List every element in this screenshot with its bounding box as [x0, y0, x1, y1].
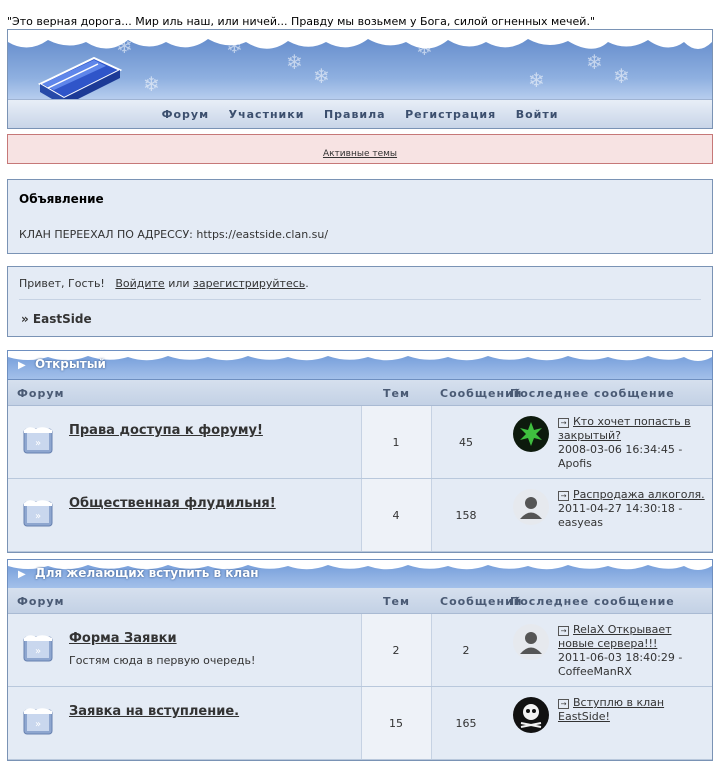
collapse-arrow-icon[interactable]: ▶ — [18, 360, 26, 371]
table-row — [8, 687, 712, 760]
topic-count: 2 — [392, 644, 400, 657]
forum-link[interactable]: Права доступа к форуму! — [69, 423, 263, 438]
nav-login[interactable]: Войти — [515, 108, 559, 121]
nav-register[interactable]: Регистрация — [405, 108, 497, 121]
svg-text:»: » — [34, 438, 42, 449]
topic-count: 15 — [389, 717, 403, 730]
table-row — [8, 479, 712, 552]
snowflake-icon: ❄ — [416, 36, 433, 60]
announcement-panel — [7, 179, 713, 254]
announcement-text: КЛАН ПЕРЕЕХАЛ ПО АДРЕССУ: https://eastside.clan.su/ — [19, 228, 329, 241]
forum-link[interactable]: Заявка на вступление. — [69, 704, 240, 719]
post-count: 158 — [455, 509, 477, 522]
forum-table — [7, 380, 713, 553]
forum-folder-icon — [22, 497, 54, 529]
svg-text:»: » — [34, 511, 42, 522]
last-post-title[interactable]: Вступлю в клан EastSide! — [558, 696, 665, 723]
post-count: 2 — [462, 644, 470, 657]
last-post-info — [558, 488, 708, 530]
last-post-title[interactable]: Распродажа алкоголя. — [573, 488, 705, 501]
goto-post-icon[interactable]: → — [558, 699, 569, 709]
snowflake-icon: ❄ — [143, 72, 160, 96]
column-forum: Форум — [17, 595, 65, 608]
category-header[interactable] — [7, 350, 713, 380]
forum-link[interactable]: Общественная флудильня! — [69, 496, 276, 511]
topic-count: 1 — [392, 436, 400, 449]
last-post-title[interactable]: Кто хочет попасть в закрытый? — [558, 415, 691, 442]
nav-forum[interactable]: Форум — [161, 108, 210, 121]
active-topics-link[interactable]: Активные темы — [322, 149, 398, 159]
snowflake-icon: ❄ — [528, 68, 545, 92]
snowflake-icon: ❄ — [586, 50, 603, 74]
table-row — [8, 406, 712, 479]
last-post-info — [558, 623, 708, 679]
or-text: или — [168, 277, 190, 290]
announcement-title: Объявление — [19, 192, 104, 206]
last-post-title[interactable]: RelaX Открывает новые сервера!!! — [558, 623, 672, 650]
svg-text:»: » — [34, 719, 42, 730]
breadcrumb[interactable]: » EastSide — [21, 312, 92, 326]
forum-description: Гостям сюда в первую очередь! — [69, 654, 256, 667]
site-logo-icon[interactable] — [34, 44, 124, 106]
site-header — [7, 29, 713, 129]
last-post-meta: 2011-04-27 14:30:18 - easyeas — [558, 502, 683, 529]
forum-folder-icon — [22, 705, 54, 737]
nav-members[interactable]: Участники — [228, 108, 305, 121]
goto-post-icon[interactable]: → — [558, 418, 569, 428]
nav-rules[interactable]: Правила — [323, 108, 386, 121]
column-topics: Тем — [383, 387, 410, 400]
snowflake-icon: ❄ — [116, 34, 133, 58]
post-count: 45 — [459, 436, 473, 449]
forum-link[interactable]: Форма Заявки — [69, 631, 177, 646]
forum-folder-icon — [22, 632, 54, 664]
guest-welcome-panel — [7, 266, 713, 337]
svg-text:»: » — [34, 646, 42, 657]
last-post-info — [558, 415, 708, 471]
avatar[interactable] — [513, 489, 549, 525]
column-topics: Тем — [383, 595, 410, 608]
column-last-post: Последнее сообщение — [510, 595, 675, 608]
column-posts: Сообщений — [440, 595, 523, 608]
category-title: Открытый — [35, 357, 106, 371]
table-header — [8, 588, 712, 614]
snowcap-decoration — [8, 351, 712, 365]
category-title: Для желающих вступить в клан — [35, 566, 259, 580]
last-post-meta: 2008-03-06 16:34:45 - Apofis — [558, 443, 683, 470]
column-forum: Форум — [17, 387, 65, 400]
post-count: 165 — [455, 717, 477, 730]
goto-post-icon[interactable]: → — [558, 491, 569, 501]
collapse-arrow-icon[interactable]: ▶ — [18, 569, 26, 580]
divider — [19, 299, 701, 300]
active-topics-box — [7, 134, 713, 164]
snowflake-icon: ❄ — [286, 50, 303, 74]
forum-folder-icon — [22, 424, 54, 456]
avatar[interactable] — [513, 416, 549, 452]
avatar[interactable] — [513, 624, 549, 660]
main-navigation — [8, 99, 712, 128]
column-last-post: Последнее сообщение — [510, 387, 675, 400]
guest-greeting-line — [19, 277, 309, 290]
guest-greeting: Привет, Гость! — [19, 277, 105, 290]
category-header[interactable] — [7, 559, 713, 589]
register-link[interactable]: зарегистрируйтесь — [193, 277, 306, 290]
table-header — [8, 380, 712, 406]
table-row — [8, 614, 712, 687]
avatar[interactable] — [513, 697, 549, 733]
column-posts: Сообщений — [440, 387, 523, 400]
snowflake-icon: ❄ — [313, 64, 330, 88]
login-link[interactable]: Войдите — [115, 277, 165, 290]
period-text: . — [305, 277, 309, 290]
snowflake-icon: ❄ — [613, 64, 630, 88]
goto-post-icon[interactable]: → — [558, 626, 569, 636]
last-post-info — [558, 696, 708, 724]
snowflake-icon: ❄ — [226, 34, 243, 58]
last-post-meta: 2011-06-03 18:40:29 - CoffeeManRX — [558, 651, 683, 678]
topic-count: 4 — [392, 509, 400, 522]
page-motto: "Это верная дорога... Мир иль наш, или ничей... Правду мы возьмем у Бога, силой огненных мечей." — [7, 15, 596, 28]
forum-table — [7, 588, 713, 761]
